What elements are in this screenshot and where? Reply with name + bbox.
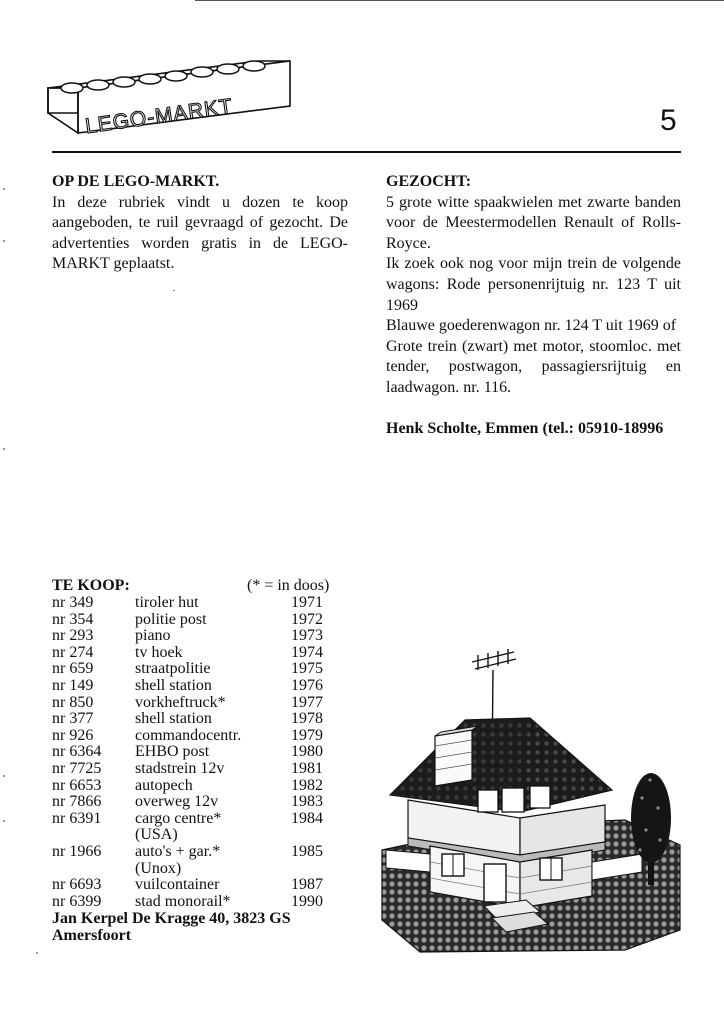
item-name: tv hoek <box>135 643 183 661</box>
item-number: nr 293 <box>52 627 94 645</box>
wanted-paragraph: 5 grote witte spaakwielen met zwarte banden voor de Meestermodellen Renault of Rolls-Royce. <box>386 193 681 252</box>
item-name: piano <box>135 627 171 645</box>
for-sale-header <box>52 578 352 595</box>
item-number: nr 149 <box>52 676 94 694</box>
list-item <box>52 811 352 844</box>
for-sale-list <box>52 578 352 944</box>
item-year: 1977 <box>291 693 323 711</box>
item-year: 1981 <box>291 759 323 777</box>
list-item <box>52 744 352 761</box>
wanted-heading: GEZOCHT: <box>386 173 472 190</box>
item-name: EHBO post <box>135 743 210 761</box>
chimney <box>435 726 478 786</box>
lego-house-illustration <box>380 640 690 955</box>
item-name: politie post <box>135 610 207 628</box>
item-name: tiroler hut <box>135 594 199 611</box>
paper-speck <box>173 290 175 291</box>
paper-speck <box>3 188 5 190</box>
item-number: nr 659 <box>52 660 94 678</box>
list-item <box>52 678 352 695</box>
list-item <box>52 628 352 645</box>
list-item <box>52 595 352 612</box>
item-number: nr 6653 <box>52 776 102 794</box>
item-number: nr 7725 <box>52 759 102 777</box>
for-sale-contact: Jan Kerpel De Kragge 40, 3823 GS Amersfoort <box>52 910 291 945</box>
intro-body: In deze rubriek vindt u dozen te koop aangeboden, te ruil gevraagd of gezocht. De advertenties worden gratis in de LEGO-MARKT geplaatst. <box>52 193 348 273</box>
item-year: 1972 <box>291 610 323 628</box>
wanted-paragraph: Ik zoek ook nog voor mijn trein de volgende wagons: Rode personenrijtuig nr. 123 T uit 1969 <box>386 255 681 314</box>
item-year: 1974 <box>291 643 323 661</box>
header-rule <box>52 151 681 153</box>
item-name: autopech <box>135 776 193 794</box>
item-number: nr 6693 <box>52 876 102 894</box>
item-name: commandocentr. <box>135 726 242 744</box>
for-sale-rows <box>52 595 352 910</box>
item-year: 1980 <box>291 743 323 761</box>
item-year: 1973 <box>291 627 323 645</box>
paper-speck <box>3 820 5 822</box>
item-name: stadstrein 12v <box>135 759 225 777</box>
lego-brick-logo <box>40 55 292 140</box>
list-item <box>52 728 352 745</box>
item-name: straatpolitie <box>135 660 211 678</box>
list-item <box>52 894 352 911</box>
item-year: 1985 <box>291 842 323 860</box>
item-name: overweg 12v <box>135 793 219 811</box>
item-name: shell station <box>135 710 212 728</box>
item-number: nr 349 <box>52 594 94 611</box>
item-number: nr 1966 <box>52 842 102 860</box>
for-sale-note: (* = in doos) <box>247 577 330 594</box>
list-item <box>52 612 352 629</box>
item-number: nr 354 <box>52 610 94 628</box>
top-border-line <box>195 0 724 1</box>
item-name: auto's + gar.* (Unox) <box>135 842 221 877</box>
list-item <box>52 661 352 678</box>
paper-speck <box>3 240 5 242</box>
list-item <box>52 645 352 662</box>
item-year: 1976 <box>291 676 323 694</box>
list-item <box>52 794 352 811</box>
wanted-paragraph: Grote trein (zwart) met motor, stoomloc. met tender, postwagon, passagiersrijtuig en laadwagon. nr. 116. <box>386 337 681 396</box>
item-name: cargo centre* (USA) <box>135 809 222 844</box>
item-name: shell station <box>135 676 212 694</box>
list-item <box>52 695 352 712</box>
item-number: nr 377 <box>52 710 94 728</box>
item-number: nr 926 <box>52 726 94 744</box>
list-item <box>52 778 352 795</box>
logo-text: LEGO-MARKT <box>83 94 235 139</box>
item-number: nr 274 <box>52 643 94 661</box>
list-item <box>52 877 352 894</box>
paper-speck <box>3 448 5 450</box>
item-year: 1982 <box>291 776 323 794</box>
for-sale-heading: TE KOOP: <box>52 577 130 594</box>
item-year: 1978 <box>291 710 323 728</box>
list-item <box>52 761 352 778</box>
item-name: stad monorail* <box>135 892 231 910</box>
item-year: 1987 <box>291 876 323 894</box>
item-number: nr 6399 <box>52 892 102 910</box>
item-year: 1983 <box>291 793 323 811</box>
list-item <box>52 844 352 877</box>
item-year: 1979 <box>291 726 323 744</box>
item-year: 1975 <box>291 660 323 678</box>
wanted-contact: Henk Scholte, Emmen (tel.: 05910-18996 <box>386 419 664 437</box>
item-year: 1990 <box>291 892 323 910</box>
item-name: vorkheftruck* <box>135 693 226 711</box>
paper-speck <box>3 775 5 777</box>
intro-column <box>52 172 348 275</box>
item-number: nr 6391 <box>52 809 102 827</box>
item-year: 1984 <box>291 809 323 827</box>
paper-speck <box>36 952 38 954</box>
item-name: vuilcontainer <box>135 876 220 894</box>
wanted-column <box>386 172 681 439</box>
intro-heading: OP DE LEGO-MARKT. <box>52 173 220 190</box>
item-number: nr 7866 <box>52 793 102 811</box>
item-year: 1971 <box>291 594 323 611</box>
item-number: nr 6364 <box>52 743 102 761</box>
wanted-paragraph: Blauwe goederenwagon nr. 124 T uit 1969 of <box>386 317 677 335</box>
item-number: nr 850 <box>52 693 94 711</box>
page-number: 5 <box>660 104 677 137</box>
list-item <box>52 711 352 728</box>
